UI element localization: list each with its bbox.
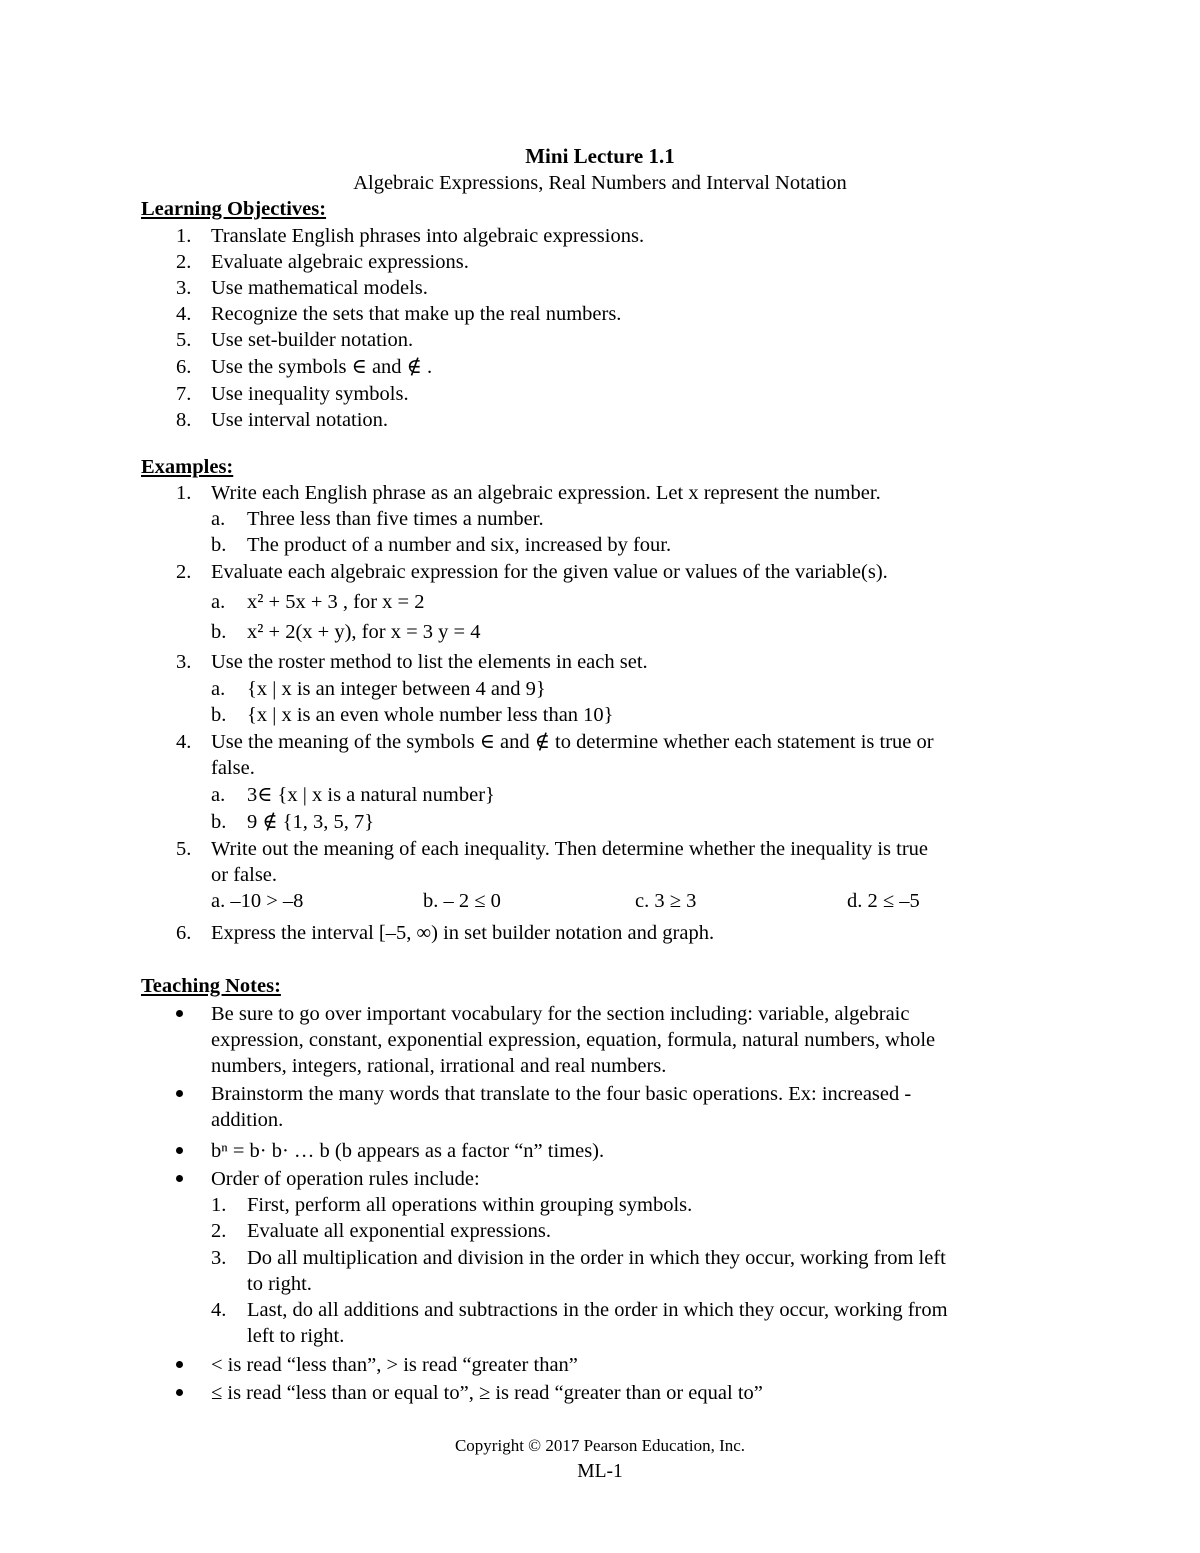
example-letter: b.: [211, 621, 227, 643]
note-text: addition.: [211, 1109, 284, 1131]
math-expression: x² + 2(x + y), for x = 3 y = 4: [247, 621, 481, 643]
note-text: < is read “less than”, > is read “greater than”: [211, 1354, 578, 1376]
set-expression: {x | x is an integer between 4 and 9}: [247, 678, 546, 700]
example-letter: b.: [211, 704, 227, 726]
objective-number: 4.: [176, 303, 192, 325]
note-text: bⁿ = b· b· … b (b appears as a factor “n” times).: [211, 1140, 605, 1162]
inequality-item: c. 3 ≥ 3: [635, 890, 697, 912]
objective-number: 5.: [176, 329, 192, 351]
bullet-icon: [176, 1090, 183, 1097]
objectives-heading: Learning Objectives:: [141, 198, 327, 220]
note-text: numbers, integers, rational, irrational and real numbers.: [211, 1055, 667, 1077]
objective-text: Use mathematical models.: [211, 277, 428, 299]
objective-text: Use interval notation.: [211, 409, 389, 431]
objective-number: 7.: [176, 383, 192, 405]
page-number: ML-1: [577, 1461, 623, 1482]
bullet-icon: [176, 1175, 183, 1182]
example-number: 2.: [176, 561, 192, 583]
order-text: Do all multiplication and division in the order in which they occur, working from left: [247, 1247, 946, 1269]
bullet-icon: [176, 1361, 183, 1368]
objective-text: Use the symbols ∈ and ∉ .: [211, 356, 433, 378]
inequality-item: a. –10 > –8: [211, 890, 304, 912]
objective-number: 2.: [176, 251, 192, 273]
example-text: Use the roster method to list the elements in each set.: [211, 651, 648, 673]
order-text: Evaluate all exponential expressions.: [247, 1220, 551, 1242]
note-text: expression, constant, exponential expression, equation, formula, natural numbers, whole: [211, 1029, 936, 1051]
example-text: Express the interval [–5, ∞) in set builder notation and graph.: [211, 922, 715, 944]
objective-text: Use inequality symbols.: [211, 383, 409, 405]
objective-text: Evaluate algebraic expressions.: [211, 251, 469, 273]
copyright-footer: Copyright © 2017 Pearson Education, Inc.: [454, 1436, 746, 1455]
example-letter: a.: [211, 784, 226, 806]
objective-text: Recognize the sets that make up the real numbers.: [211, 303, 622, 325]
order-number: 4.: [211, 1299, 227, 1321]
order-text: to right.: [247, 1273, 312, 1295]
example-text-continued: or false.: [211, 864, 278, 886]
order-text: Last, do all additions and subtractions in the order in which they occur, working from: [247, 1299, 948, 1321]
objective-number: 6.: [176, 356, 192, 378]
order-number: 3.: [211, 1247, 227, 1269]
bullet-icon: [176, 1389, 183, 1396]
note-text: Be sure to go over important vocabulary for the section including: variable, algebraic: [211, 1003, 910, 1025]
example-letter: a.: [211, 591, 226, 613]
objective-number: 1.: [176, 225, 192, 247]
objective-number: 8.: [176, 409, 192, 431]
inequality-item: b. – 2 ≤ 0: [423, 890, 501, 912]
example-number: 5.: [176, 838, 192, 860]
example-number: 3.: [176, 651, 192, 673]
example-subtext: Three less than five times a number.: [247, 508, 544, 530]
order-number: 1.: [211, 1194, 227, 1216]
example-text: Write each English phrase as an algebraic expression. Let x represent the number.: [211, 482, 881, 504]
objective-number: 3.: [176, 277, 192, 299]
order-number: 2.: [211, 1220, 227, 1242]
inequality-item: d. 2 ≤ –5: [847, 890, 920, 912]
math-expression: x² + 5x + 3 , for x = 2: [247, 591, 425, 613]
example-number: 6.: [176, 922, 192, 944]
bullet-icon: [176, 1147, 183, 1154]
example-subtext: The product of a number and six, increased by four.: [247, 534, 672, 556]
set-expression: 9 ∉ {1, 3, 5, 7}: [247, 811, 375, 833]
set-expression: {x | x is an even whole number less than 10}: [247, 704, 614, 726]
note-text: Brainstorm the many words that translate to the four basic operations. Ex: increased -: [211, 1083, 912, 1105]
example-text: Use the meaning of the symbols ∈ and ∉ to determine whether each statement is true or: [211, 731, 934, 753]
example-letter: b.: [211, 534, 227, 556]
example-text: Write out the meaning of each inequality. Then determine whether the inequality is true: [211, 838, 928, 860]
objective-text: Translate English phrases into algebraic expressions.: [211, 225, 645, 247]
example-letter: a.: [211, 678, 226, 700]
example-letter: a.: [211, 508, 226, 530]
bullet-icon: [176, 1010, 183, 1017]
note-text: Order of operation rules include:: [211, 1168, 480, 1190]
note-text: ≤ is read “less than or equal to”, ≥ is read “greater than or equal to”: [211, 1382, 763, 1404]
examples-heading: Examples:: [141, 456, 234, 478]
example-text: Evaluate each algebraic expression for the given value or values of the variable(s).: [211, 561, 888, 583]
teaching-notes-heading: Teaching Notes:: [141, 975, 281, 997]
page-title: Mini Lecture 1.1: [525, 144, 675, 168]
order-text: left to right.: [247, 1325, 345, 1347]
example-number: 1.: [176, 482, 192, 504]
example-text-continued: false.: [211, 757, 255, 779]
set-expression: 3∈ {x | x is a natural number}: [247, 784, 495, 806]
order-text: First, perform all operations within grouping symbols.: [247, 1194, 693, 1216]
example-letter: b.: [211, 811, 227, 833]
objective-text: Use set-builder notation.: [211, 329, 414, 351]
page-subtitle: Algebraic Expressions, Real Numbers and Interval Notation: [353, 172, 847, 194]
example-number: 4.: [176, 731, 192, 753]
